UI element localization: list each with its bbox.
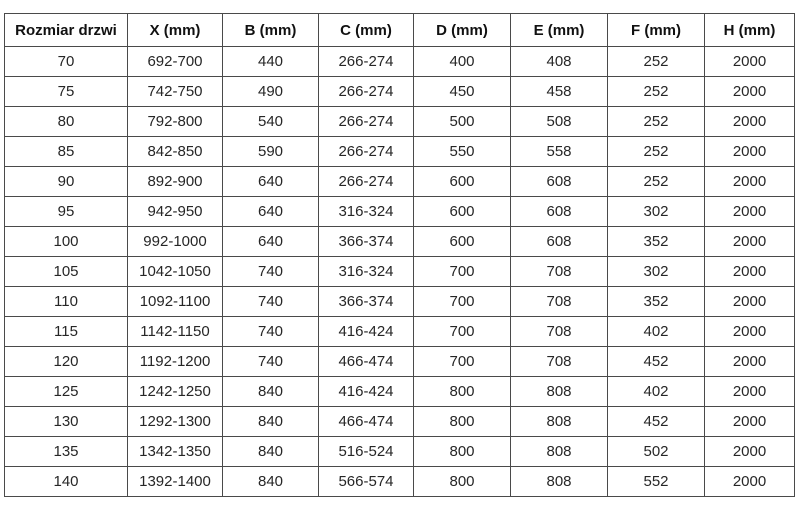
- table-cell: 808: [511, 377, 608, 407]
- table-cell: 640: [223, 197, 319, 227]
- table-cell: 840: [223, 407, 319, 437]
- table-cell: 135: [5, 437, 128, 467]
- table-cell: 302: [608, 197, 705, 227]
- table-cell: 252: [608, 47, 705, 77]
- table-row: [5, 287, 795, 317]
- table-cell: 740: [223, 347, 319, 377]
- table-cell: 352: [608, 227, 705, 257]
- table-cell: 842-850: [128, 137, 223, 167]
- table-cell: 840: [223, 377, 319, 407]
- table-cell: 600: [414, 227, 511, 257]
- table-cell: 840: [223, 467, 319, 497]
- table-cell: 400: [414, 47, 511, 77]
- table-cell: 266-274: [319, 137, 414, 167]
- header-cell: Rozmiar drzwi: [5, 14, 128, 47]
- table-cell: 2000: [705, 407, 795, 437]
- table-cell: 2000: [705, 257, 795, 287]
- header-cell: E (mm): [511, 14, 608, 47]
- table-cell: 2000: [705, 467, 795, 497]
- door-size-table: [4, 13, 795, 497]
- table-cell: 808: [511, 467, 608, 497]
- table-cell: 942-950: [128, 197, 223, 227]
- table-cell: 2000: [705, 197, 795, 227]
- table-cell: 640: [223, 227, 319, 257]
- table-cell: 408: [511, 47, 608, 77]
- table-cell: 608: [511, 167, 608, 197]
- table-row: [5, 167, 795, 197]
- table-row: [5, 347, 795, 377]
- table-cell: 115: [5, 317, 128, 347]
- table-cell: 740: [223, 287, 319, 317]
- table-cell: 708: [511, 347, 608, 377]
- table-cell: 466-474: [319, 407, 414, 437]
- table-cell: 466-474: [319, 347, 414, 377]
- table-cell: 800: [414, 377, 511, 407]
- table-row: [5, 257, 795, 287]
- table-cell: 800: [414, 437, 511, 467]
- table-row: [5, 437, 795, 467]
- table-cell: 490: [223, 77, 319, 107]
- table-cell: 458: [511, 77, 608, 107]
- header-cell: D (mm): [414, 14, 511, 47]
- table-cell: 708: [511, 317, 608, 347]
- table-cell: 892-900: [128, 167, 223, 197]
- table-cell: 740: [223, 317, 319, 347]
- table-row: [5, 197, 795, 227]
- table-cell: 558: [511, 137, 608, 167]
- table-cell: 452: [608, 407, 705, 437]
- table-cell: 80: [5, 107, 128, 137]
- table-cell: 130: [5, 407, 128, 437]
- table-row: [5, 467, 795, 497]
- table-cell: 1092-1100: [128, 287, 223, 317]
- table-cell: 452: [608, 347, 705, 377]
- header-cell: C (mm): [319, 14, 414, 47]
- table-cell: 2000: [705, 347, 795, 377]
- table-cell: 2000: [705, 167, 795, 197]
- table-cell: 450: [414, 77, 511, 107]
- table-cell: 85: [5, 137, 128, 167]
- table-cell: 120: [5, 347, 128, 377]
- table-cell: 608: [511, 197, 608, 227]
- table-cell: 2000: [705, 377, 795, 407]
- header-cell: B (mm): [223, 14, 319, 47]
- table-cell: 1342-1350: [128, 437, 223, 467]
- table-cell: 402: [608, 377, 705, 407]
- table-cell: 2000: [705, 107, 795, 137]
- table-cell: 2000: [705, 77, 795, 107]
- table-cell: 402: [608, 317, 705, 347]
- table-cell: 316-324: [319, 257, 414, 287]
- table-cell: 740: [223, 257, 319, 287]
- table-cell: 1192-1200: [128, 347, 223, 377]
- table-cell: 792-800: [128, 107, 223, 137]
- table-cell: 566-574: [319, 467, 414, 497]
- table-cell: 1042-1050: [128, 257, 223, 287]
- table-cell: 708: [511, 257, 608, 287]
- table-row: [5, 407, 795, 437]
- table-cell: 416-424: [319, 377, 414, 407]
- table-cell: 252: [608, 77, 705, 107]
- table-cell: 840: [223, 437, 319, 467]
- table-cell: 800: [414, 467, 511, 497]
- table-cell: 110: [5, 287, 128, 317]
- table-row: [5, 107, 795, 137]
- table-cell: 742-750: [128, 77, 223, 107]
- table-cell: 600: [414, 197, 511, 227]
- table-cell: 366-374: [319, 287, 414, 317]
- table-cell: 366-374: [319, 227, 414, 257]
- table-cell: 95: [5, 197, 128, 227]
- table-cell: 140: [5, 467, 128, 497]
- table-cell: 266-274: [319, 47, 414, 77]
- table-cell: 2000: [705, 437, 795, 467]
- table-cell: 692-700: [128, 47, 223, 77]
- table-cell: 302: [608, 257, 705, 287]
- table-cell: 352: [608, 287, 705, 317]
- table-cell: 70: [5, 47, 128, 77]
- table-cell: 266-274: [319, 107, 414, 137]
- table-cell: 90: [5, 167, 128, 197]
- table-row: [5, 137, 795, 167]
- table-cell: 105: [5, 257, 128, 287]
- table-row: [5, 377, 795, 407]
- table-cell: 552: [608, 467, 705, 497]
- table-cell: 1242-1250: [128, 377, 223, 407]
- header-cell: H (mm): [705, 14, 795, 47]
- table-cell: 252: [608, 167, 705, 197]
- table-cell: 100: [5, 227, 128, 257]
- table-row: [5, 47, 795, 77]
- table-cell: 316-324: [319, 197, 414, 227]
- table-cell: 808: [511, 407, 608, 437]
- table-cell: 125: [5, 377, 128, 407]
- table-cell: 2000: [705, 47, 795, 77]
- table-cell: 700: [414, 347, 511, 377]
- table-cell: 808: [511, 437, 608, 467]
- header-row: [5, 14, 795, 47]
- table-cell: 2000: [705, 287, 795, 317]
- table-cell: 266-274: [319, 167, 414, 197]
- table-cell: 500: [414, 107, 511, 137]
- table-cell: 516-524: [319, 437, 414, 467]
- table-cell: 700: [414, 287, 511, 317]
- table-cell: 1292-1300: [128, 407, 223, 437]
- table-cell: 800: [414, 407, 511, 437]
- table-cell: 640: [223, 167, 319, 197]
- table-cell: 700: [414, 317, 511, 347]
- table-row: [5, 317, 795, 347]
- table-cell: 992-1000: [128, 227, 223, 257]
- table-cell: 508: [511, 107, 608, 137]
- table-cell: 2000: [705, 227, 795, 257]
- table-cell: 440: [223, 47, 319, 77]
- table-cell: 75: [5, 77, 128, 107]
- table-cell: 1392-1400: [128, 467, 223, 497]
- table-cell: 590: [223, 137, 319, 167]
- header-cell: X (mm): [128, 14, 223, 47]
- table-cell: 2000: [705, 317, 795, 347]
- table-cell: 708: [511, 287, 608, 317]
- table-cell: 2000: [705, 137, 795, 167]
- table-cell: 252: [608, 137, 705, 167]
- table-cell: 266-274: [319, 77, 414, 107]
- table-cell: 502: [608, 437, 705, 467]
- table-cell: 252: [608, 107, 705, 137]
- table-cell: 1142-1150: [128, 317, 223, 347]
- table-row: [5, 77, 795, 107]
- table-cell: 540: [223, 107, 319, 137]
- table-cell: 416-424: [319, 317, 414, 347]
- table-cell: 600: [414, 167, 511, 197]
- table-cell: 550: [414, 137, 511, 167]
- table-row: [5, 227, 795, 257]
- header-cell: F (mm): [608, 14, 705, 47]
- table-cell: 608: [511, 227, 608, 257]
- table-cell: 700: [414, 257, 511, 287]
